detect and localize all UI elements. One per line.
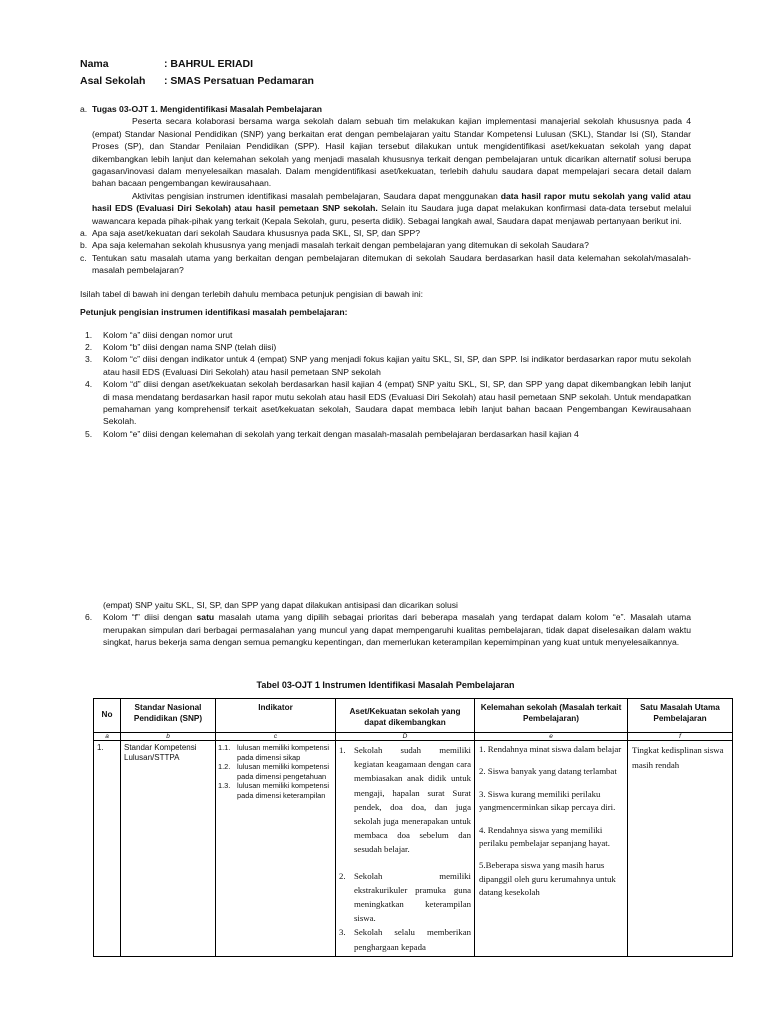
table-header-row xyxy=(94,699,733,733)
question-item: c. Tentukan satu masalah utama yang berkaitan dengan pembelajaran ditemukan di sekolah Saudara berdasarkan hasil data kelemahan sekolah/masalah-masalah pembelajaran? xyxy=(80,252,691,276)
aset-item: 3. Sekolah selalu memberikan penghargaan kepada xyxy=(339,927,471,952)
identification-table xyxy=(93,698,733,957)
kelemahan-cell xyxy=(475,741,628,957)
task-section xyxy=(80,103,691,440)
school-label: Asal Sekolah xyxy=(80,75,146,87)
row-number: 1. xyxy=(94,741,121,957)
guide-continuation xyxy=(80,599,691,649)
column-letter: D xyxy=(336,733,475,741)
question-item: b. Apa saja kelemahan sekolah khususnya yang menjadi masalah terkait dengan pembelajaran yang ditemukan di sekolah Saudara? xyxy=(80,240,589,251)
column-letter: b xyxy=(121,733,216,741)
guide-item: 1. Kolom “a” diisi dengan nomor urut xyxy=(85,329,233,340)
aset-item: 1. Sekolah sudah memiliki kegiatan keagamaan dengan cara membiasakan anak didik untuk mengaji, hapalan surat Surat pendek, doa doa, dan juga sekolah juga menerapakan untuk membaca doa sebelum dan sesudah belajar. xyxy=(339,745,471,855)
guide-heading: Petunjuk pengisian instrumen identifikasi masalah pembelajaran: xyxy=(80,307,348,318)
name-label: Nama xyxy=(80,58,109,70)
aset-item: 2. Sekolah memiliki ekstrakurikuler pramuka guna meningkatkan keterampilan siswa. xyxy=(339,870,471,924)
task-paragraph-2: Aktivitas pengisian instrumen identifikasi masalah pembelajaran, Saudara dapat menggunakan data hasil rapor mutu sekolah yang valid atau hasil EDS (Evaluasi Diri Sekolah) atau hasil pemetaan SNP sekolah. Selain itu Saudara juga dapat melakukan konfirmasi data-data tersebut melalui wawancara kepada pihak-pihak yang terkait (Kepala Sekolah, guru, peserta didik). Sebagai langkah awal, Saudara dapat menjawab pertanyaan berikut ini. xyxy=(92,190,691,226)
identity-block xyxy=(80,56,314,90)
column-letter: a xyxy=(94,733,121,741)
snp-cell: Standar Kompetensi Lulusan/STTPA xyxy=(121,741,216,957)
table-title: Tabel 03-OJT 1 Instrumen Identifikasi Masalah Pembelajaran xyxy=(256,680,515,690)
guide-item: 2. Kolom “b” diisi dengan nama SNP (telah diisi) xyxy=(85,341,277,352)
masalah-utama-cell: Tingkat kedisplinan siswa masih rendah xyxy=(628,741,733,957)
header-masalah: Satu Masalah Utama Pembelajaran xyxy=(628,699,733,733)
table-row xyxy=(94,741,733,957)
school-row xyxy=(80,73,314,90)
guide-list xyxy=(80,329,691,441)
column-letter: f xyxy=(628,733,733,741)
fill-note: Isilah tabel di bawah ini dengan terlebih dahulu membaca petunjuk pengisian di bawah ini: xyxy=(80,288,424,299)
header-aset: Aset/Kekuatan sekolah yang dapat dikembangkan xyxy=(336,699,475,733)
guide5-continuation: (empat) SNP yaitu SKL, SI, SP, dan SPP yang dapat dilakukan antisipasi dan dicarikan solusi xyxy=(103,600,458,610)
header-kelemahan: Kelemahan sekolah (Masalah terkait Pembelajaran) xyxy=(475,699,628,733)
school-value: : SMAS Persatuan Pedamaran xyxy=(164,75,314,87)
indikator-cell xyxy=(216,741,336,957)
column-letters-row xyxy=(94,733,733,741)
kelemahan-item: 5.Beberapa siswa yang masih harus dipanggil oleh guru kerumahnya untuk datang kesekolah xyxy=(479,860,616,898)
indikator-item: 1.2. lulusan memiliki kompetensi pada dimensi pengetahuan xyxy=(218,762,330,781)
question-list xyxy=(80,227,691,277)
question-item: a. Apa saja aset/kekuatan dari sekolah Saudara khususnya pada SKL, SI, SP, dan SPP? xyxy=(80,228,421,239)
header-indikator: Indikator xyxy=(216,699,336,733)
kelemahan-item: 3. Siswa kurang memiliki perilaku yangmencerminkan sikap percaya diri. xyxy=(479,788,616,813)
task-paragraph-1: Peserta secara kolaborasi bersama warga sekolah dalam sebuah tim melakukan kajian implementasi manajerial sekolah khususnya pada 4 (empat) Standar Nasional Pendidikan (SNP) yang berkaitan erat dengan pembelajaran yaitu Standar Kompetensi Lulusan (SKL), Standar Isi (SI), Standar Proses (SP), dan Standar Penilaian Pendidikan (SPP). Hasil kajian tersebut dilakukan untuk mengidentifikasi aset/kekuatan sekolah yang dapat dikembangkan lebih lanjut dan kelemahan sekolah yang menjadi masalah khususnya terkait dengan pembelajaran untuk dicarikan alternatif solusi berupa gagasan/inovasi dalam menyelesaikan masalah. Dalam mengidentifikasi aset/kekuatan, terlebih dahulu saudara dapat mempelajari secara detail dalam bahan bacaan pengembangan kewirausahaan. xyxy=(92,116,691,189)
column-letter: e xyxy=(475,733,628,741)
guide-item-6: 6. Kolom “f” diisi dengan satu masalah utama yang dipilih sebagai prioritas dari beberapa masalah yang terdapat dalam kolom “e”. Masalah utama merupakan simpulan dari berbagai permasalahan yang muncul yang dapat mempengaruhi kualitas pembelajaran, tidak dapat diselesaikan dalam waktu singkat, harus bekerja sama dengan semua pemangku kepentingan, dan memerlukan keterampilan kepemimpinan yang kuat untuk menyelesaikannya. xyxy=(85,612,691,648)
indikator-item: 1.1. lulusan memiliki kompetensi pada dimensi sikap xyxy=(218,743,330,762)
name-value: : BAHRUL ERIADI xyxy=(164,58,254,70)
header-no: No xyxy=(94,699,121,733)
kelemahan-item: 2. Siswa banyak yang datang terlambat xyxy=(479,766,617,777)
guide-item: 3. Kolom “c” diisi dengan indikator untuk 4 (empat) SNP yang menjadi fokus kajian yaitu SKL, SI, SP, dan SPP. Isi indikator berdasarkan rapor mutu sekolah atau hasil EDS (Evaluasi Diri Sekolah) atau hasil pemetaan SNP sekolah xyxy=(85,354,691,377)
column-letter: c xyxy=(216,733,336,741)
kelemahan-item: 4. Rendahnya siswa yang memiliki perilaku pembelajar sepanjang hayat. xyxy=(479,824,610,849)
task-heading: a. Tugas 03-OJT 1. Mengidentifikasi Masalah Pembelajaran xyxy=(80,104,323,114)
name-row xyxy=(80,56,314,73)
guide-item: 4. Kolom “d” diisi dengan aset/kekuatan sekolah berdasarkan hasil kajian 4 (empat) SNP yaitu SKL, SI, SP, dan SPP yang dapat dikembangkan lebih lanjut di masa mendatang berdasarkan hasil rapor mutu sekolah atau hasil EDS (Evaluasi Diri Sekolah) atau hasil pemetaan SNP sekolah. Untuk mendapatkan pemahaman yang komprehensif terkait aset/kekuatan sekolah, Saudara dapat membaca lebih lanjut bahan bacaan Pengembangan Kewirausahaan Sekolah. xyxy=(85,379,691,427)
kelemahan-item: 1. Rendahnya minat siswa dalam belajar xyxy=(479,744,622,754)
indikator-item: 1.3. lulusan memiliki kompetensi pada dimensi keterampilan xyxy=(218,781,330,800)
header-snp: Standar Nasional Pendidikan (SNP) xyxy=(121,699,216,733)
task-heading-text: Tugas 03-OJT 1. Mengidentifikasi Masalah Pembelajaran xyxy=(92,104,323,114)
guide-item: 5. Kolom “e” diisi dengan kelemahan di sekolah yang terkait dengan masalah-masalah pembelajaran berdasarkan hasil kajian 4 xyxy=(85,428,579,439)
aset-cell xyxy=(336,741,475,957)
